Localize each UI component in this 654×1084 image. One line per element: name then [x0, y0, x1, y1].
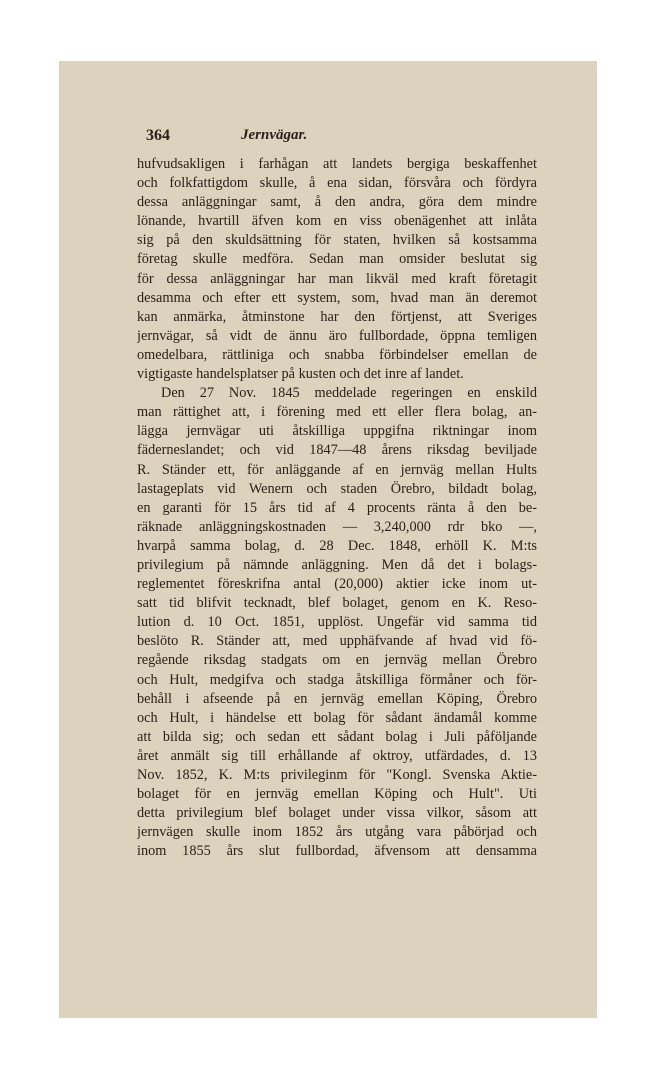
text-line: jernvägen skulle inom 1852 års utgång vara påbörjad och	[137, 824, 537, 841]
running-title: Jernvägar.	[241, 127, 308, 143]
text-line: räknade anläggningskostnaden — 3,240,000 rdr bko —,	[137, 518, 537, 535]
text-line: beslöto R. Ständer att, med upphäfvande af hvad vid fö-	[137, 633, 537, 650]
text-line: Nov. 1852, K. M:ts privileginm för "Kongl. Svenska Aktie-	[137, 767, 537, 783]
text-line: privilegium på nämnde anläggning. Men då det i bolags-	[137, 556, 537, 573]
text-line: och folkfattigdom skulle, å ena sidan, försvåra och fördyra	[137, 175, 537, 192]
text-line: och Hult, i händelse ett bolag för sådant ändamål komme	[137, 709, 537, 726]
body-text	[137, 155, 537, 861]
text-line: inom 1855 års slut fullbordad, äfvensom att densamma	[137, 843, 537, 860]
text-line: Den 27 Nov. 1845 meddelade regeringen en enskild	[161, 385, 537, 402]
text-line: satt tid blifvit tecknadt, blef bolaget, genom en K. Reso-	[137, 595, 537, 612]
text-line: lastageplats vid Wenern och staden Örebro, bildadt bolag,	[137, 480, 537, 497]
text-line: sig på den skuldsättning för staten, hvilken så kostsamma	[137, 232, 537, 249]
page-header	[146, 127, 538, 149]
text-line: hufvudsakligen i farhågan att landets bergiga beskaffenhet	[137, 156, 537, 172]
text-line: reglementet föreskrifna antal (20,000) aktier icke inom ut-	[137, 576, 537, 593]
text-line: kan anmärka, åtminstone har den förtjenst, att Sveriges	[137, 308, 537, 325]
text-line: lönande, hvartill äfven kom en viss obenägenhet att inlåta	[137, 213, 537, 230]
text-line: företag skulle medföra. Sedan man omsider beslutat sig	[137, 251, 537, 268]
book-page	[59, 61, 597, 1018]
text-line: R. Ständer ett, för anläggande af en jernväg mellan Hults	[137, 461, 537, 478]
text-line: fäderneslandet; och vid 1847—48 årens riksdag beviljade	[137, 442, 537, 459]
text-line: dessa anläggningar samt, å den andra, göra dem mindre	[137, 194, 537, 211]
text-line: man rättighet att, i förening med ett eller flera bolag, an-	[137, 404, 537, 421]
text-line: detta privilegium blef bolaget under vissa vilkor, såsom att	[137, 805, 537, 822]
text-line: bolaget för en jernväg emellan Köping och Hult". Uti	[137, 786, 537, 803]
text-line: för dessa anläggningar har man likväl med kraft företagit	[137, 270, 537, 287]
text-line: året anmält sig till erhållande af oktroy, utfärdades, d. 13	[137, 747, 537, 764]
text-line: och Hult, medgifva och stadga åtskilliga förmåner och för-	[137, 671, 537, 688]
text-line: lution d. 10 Oct. 1851, upplöst. Ungefär vid samma tid	[137, 614, 537, 631]
text-line: lägga jernvägar uti åtskilliga uppgifna riktningar inom	[137, 423, 537, 440]
text-line: behåll i afseende på en jernväg emellan Köping, Örebro	[137, 690, 537, 707]
text-line: hvarpå samma bolag, d. 28 Dec. 1848, erhöll K. M:ts	[137, 537, 537, 554]
text-line: en garanti för 15 års tid af 4 procents ränta å den be-	[137, 499, 537, 516]
text-line: vigtigaste handelsplatser på kusten och det inre af landet.	[137, 366, 464, 383]
text-line: jernvägar, så vidt de ännu äro fullbordade, öppna temligen	[137, 327, 537, 344]
text-line: att bilda sig; och sedan ett sådant bolag i Juli påföljande	[137, 728, 537, 745]
text-line: regående riksdag stadgats om en jernväg mellan Örebro	[137, 652, 537, 669]
page-number: 364	[146, 127, 170, 144]
text-line: omedelbara, rättliniga och snabba förbindelser emellan de	[137, 346, 537, 363]
text-line: desamma och efter ett system, som, hvad man än deremot	[137, 289, 537, 306]
